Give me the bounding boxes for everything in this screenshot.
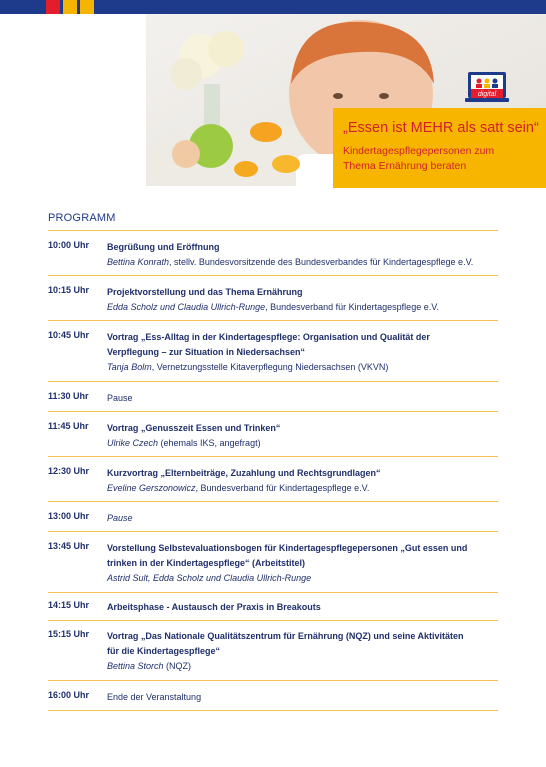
item-person: Bettina Storch [107,661,164,671]
divider [48,411,498,412]
item-person: Eveline Gerszonowicz [107,483,196,493]
item-title: Arbeitsphase - Austausch der Praxis in Breakouts [107,602,321,612]
item-time: 10:00 Uhr [48,240,90,250]
divider [48,230,498,231]
divider [48,275,498,276]
item-detail: , Bundesverband für Kindertagespflege e.V. [265,302,439,312]
divider [48,381,498,382]
divider [48,620,498,621]
divider [48,320,498,321]
item-text: Ende der Veranstaltung [107,692,202,702]
item-time: 10:15 Uhr [48,285,90,295]
item-detail: (NQZ) [163,661,192,671]
divider [48,710,498,711]
subtitle-line: Kindertagespflegepersonen zum [343,145,495,157]
item-title: Projektvorstellung und das Thema Ernährung [107,287,303,297]
item-time: 13:00 Uhr [48,511,90,521]
item-title-line: für die Kindertagespflege“ [107,646,221,656]
item-title: Kurzvortrag „Elternbeiträge, Zuzahlung und Rechtsgrundlagen“ [107,468,381,478]
headline-quote: „Essen ist MEHR als satt sein“ [343,120,539,136]
divider [48,501,498,502]
divider [48,680,498,681]
item-title-line: trinken in der Kindertagespflege“ (Arbeitstitel) [107,558,306,568]
item-person: Ulrike Czech [107,438,159,448]
item-person: Bettina Konrath [107,257,170,267]
divider [48,592,498,593]
yellow-square [63,0,77,14]
item-text: Pause [107,513,133,523]
red-square [46,0,60,14]
yellow-square [80,0,94,14]
program-heading: PROGRAMM [48,212,116,224]
item-time: 16:00 Uhr [48,690,90,700]
item-title-line: Vortrag „Das Nationale Qualitätszentrum für Ernährung (NQZ) und seine Aktivitäten [107,631,464,641]
item-person: Astrid Sult, Edda Scholz und Claudia Ullrich-Runge [107,573,312,583]
badge-label: digital [477,91,497,98]
item-title: Begrüßung und Eröffnung [107,242,220,252]
item-text: Pause [107,393,133,403]
item-person: Edda Scholz und Claudia Ullrich-Runge [107,302,266,312]
item-title-line: Vorstellung Selbstevaluationsbogen für Kindertagespflegepersonen „Gut essen und [107,543,468,553]
divider [48,531,498,532]
item-detail: (ehemals IKS, angefragt) [158,438,261,448]
digital-badge [465,70,509,110]
item-time: 11:30 Uhr [48,391,89,401]
item-detail: , stellv. Bundesvorsitzende des Bundesverbandes für Kindertagespflege e.V. [169,257,474,267]
item-time: 14:15 Uhr [48,600,90,610]
item-time: 13:45 Uhr [48,541,90,551]
item-person: Tanja Bolm [107,362,152,372]
item-time: 12:30 Uhr [48,466,90,476]
item-time: 15:15 Uhr [48,629,90,639]
divider [48,456,498,457]
item-title-line: Vortrag „Ess-Alltag in der Kindertagespflege: Organisation und Qualität der [107,332,430,342]
item-title-line: Verpflegung – zur Situation in Niedersachsen“ [107,347,306,357]
headline-subtitle [343,144,543,174]
item-detail: , Bundesverband für Kindertagespflege e.V. [195,483,370,493]
item-detail: , Vernetzungsstelle Kitaverpflegung Niedersachsen (VKVN) [151,362,389,372]
headline-box [333,108,546,188]
item-time: 10:45 Uhr [48,330,90,340]
subtitle-line: Thema Ernährung beraten [343,160,467,172]
laptop-video-conference-icon [465,70,509,110]
item-title: Vortrag „Genusszeit Essen und Trinken“ [107,423,281,433]
item-time: 11:45 Uhr [48,421,89,431]
